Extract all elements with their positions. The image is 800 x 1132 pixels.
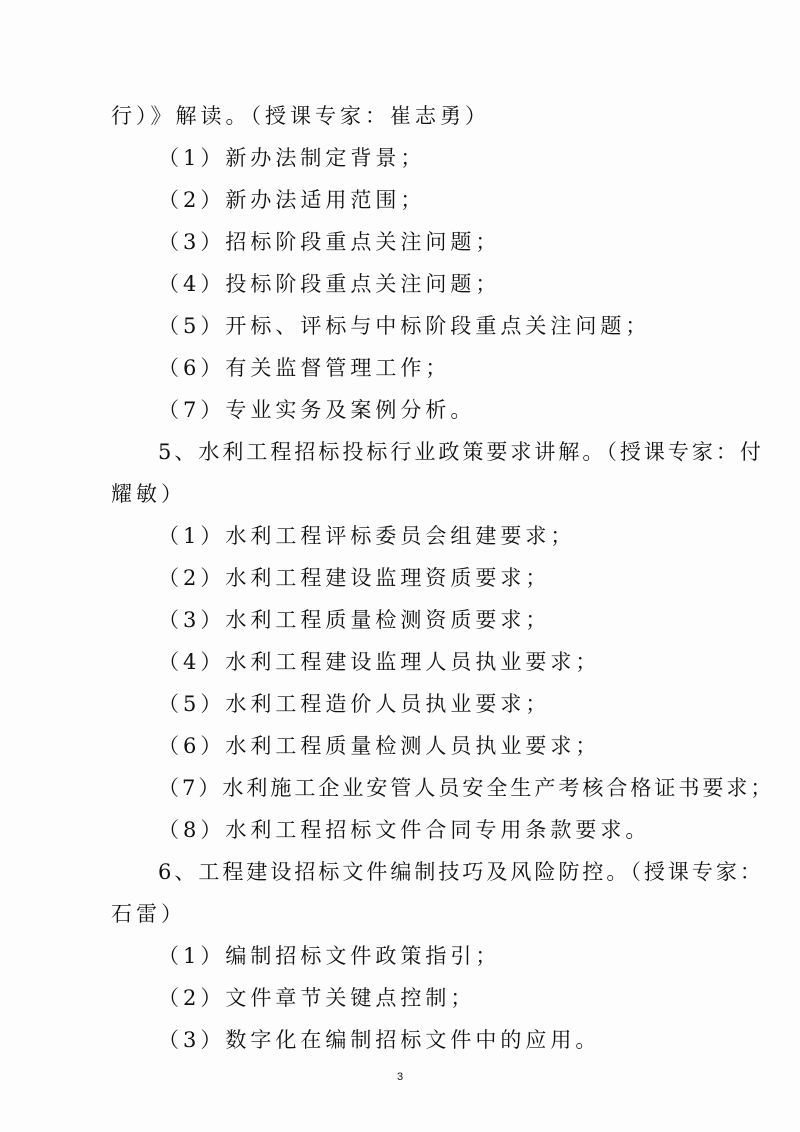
list-item: （2）新办法适用范围； — [158, 188, 426, 212]
list-item: （7）水利施工企业安管人员安全生产考核合格证书要求； — [158, 776, 775, 800]
list-item: （3）招标阶段重点关注问题； — [158, 230, 501, 254]
list-item: （3）水利工程质量检测资质要求； — [158, 608, 551, 632]
list-item: （1）水利工程评标委员会组建要求； — [158, 524, 576, 548]
list-item: （7）专业实务及案例分析。 — [158, 398, 476, 422]
list-item: （2）文件章节关键点控制； — [158, 986, 476, 1010]
list-item: （1）新办法制定背景； — [158, 146, 426, 170]
list-item: （4）投标阶段重点关注问题； — [158, 272, 501, 296]
list-item: （5）开标、评标与中标阶段重点关注问题； — [158, 314, 651, 338]
list-item: （6）有关监督管理工作； — [158, 356, 451, 380]
text-line: 石雷） — [111, 902, 186, 926]
list-item: （2）水利工程建设监理资质要求； — [158, 566, 551, 590]
list-item: （8）水利工程招标文件合同专用条款要求。 — [158, 818, 651, 842]
list-item: （5）水利工程造价人员执业要求； — [158, 692, 551, 716]
section-heading: 5、水利工程招标投标行业政策要求讲解。（授课专家：付 — [158, 440, 764, 464]
page-number: 3 — [396, 1071, 404, 1083]
list-item: （6）水利工程质量检测人员执业要求； — [158, 734, 601, 758]
section-heading: 6、工程建设招标文件编制技巧及风险防控。（授课专家： — [158, 860, 764, 884]
list-item: （1）编制招标文件政策指引； — [158, 944, 501, 968]
text-line: 行）》解读。（授课专家：崔志勇） — [111, 104, 490, 128]
list-item: （4）水利工程建设监理人员执业要求； — [158, 650, 601, 674]
text-line: 耀敏） — [111, 482, 186, 506]
list-item: （3）数字化在编制招标文件中的应用。 — [158, 1028, 601, 1052]
